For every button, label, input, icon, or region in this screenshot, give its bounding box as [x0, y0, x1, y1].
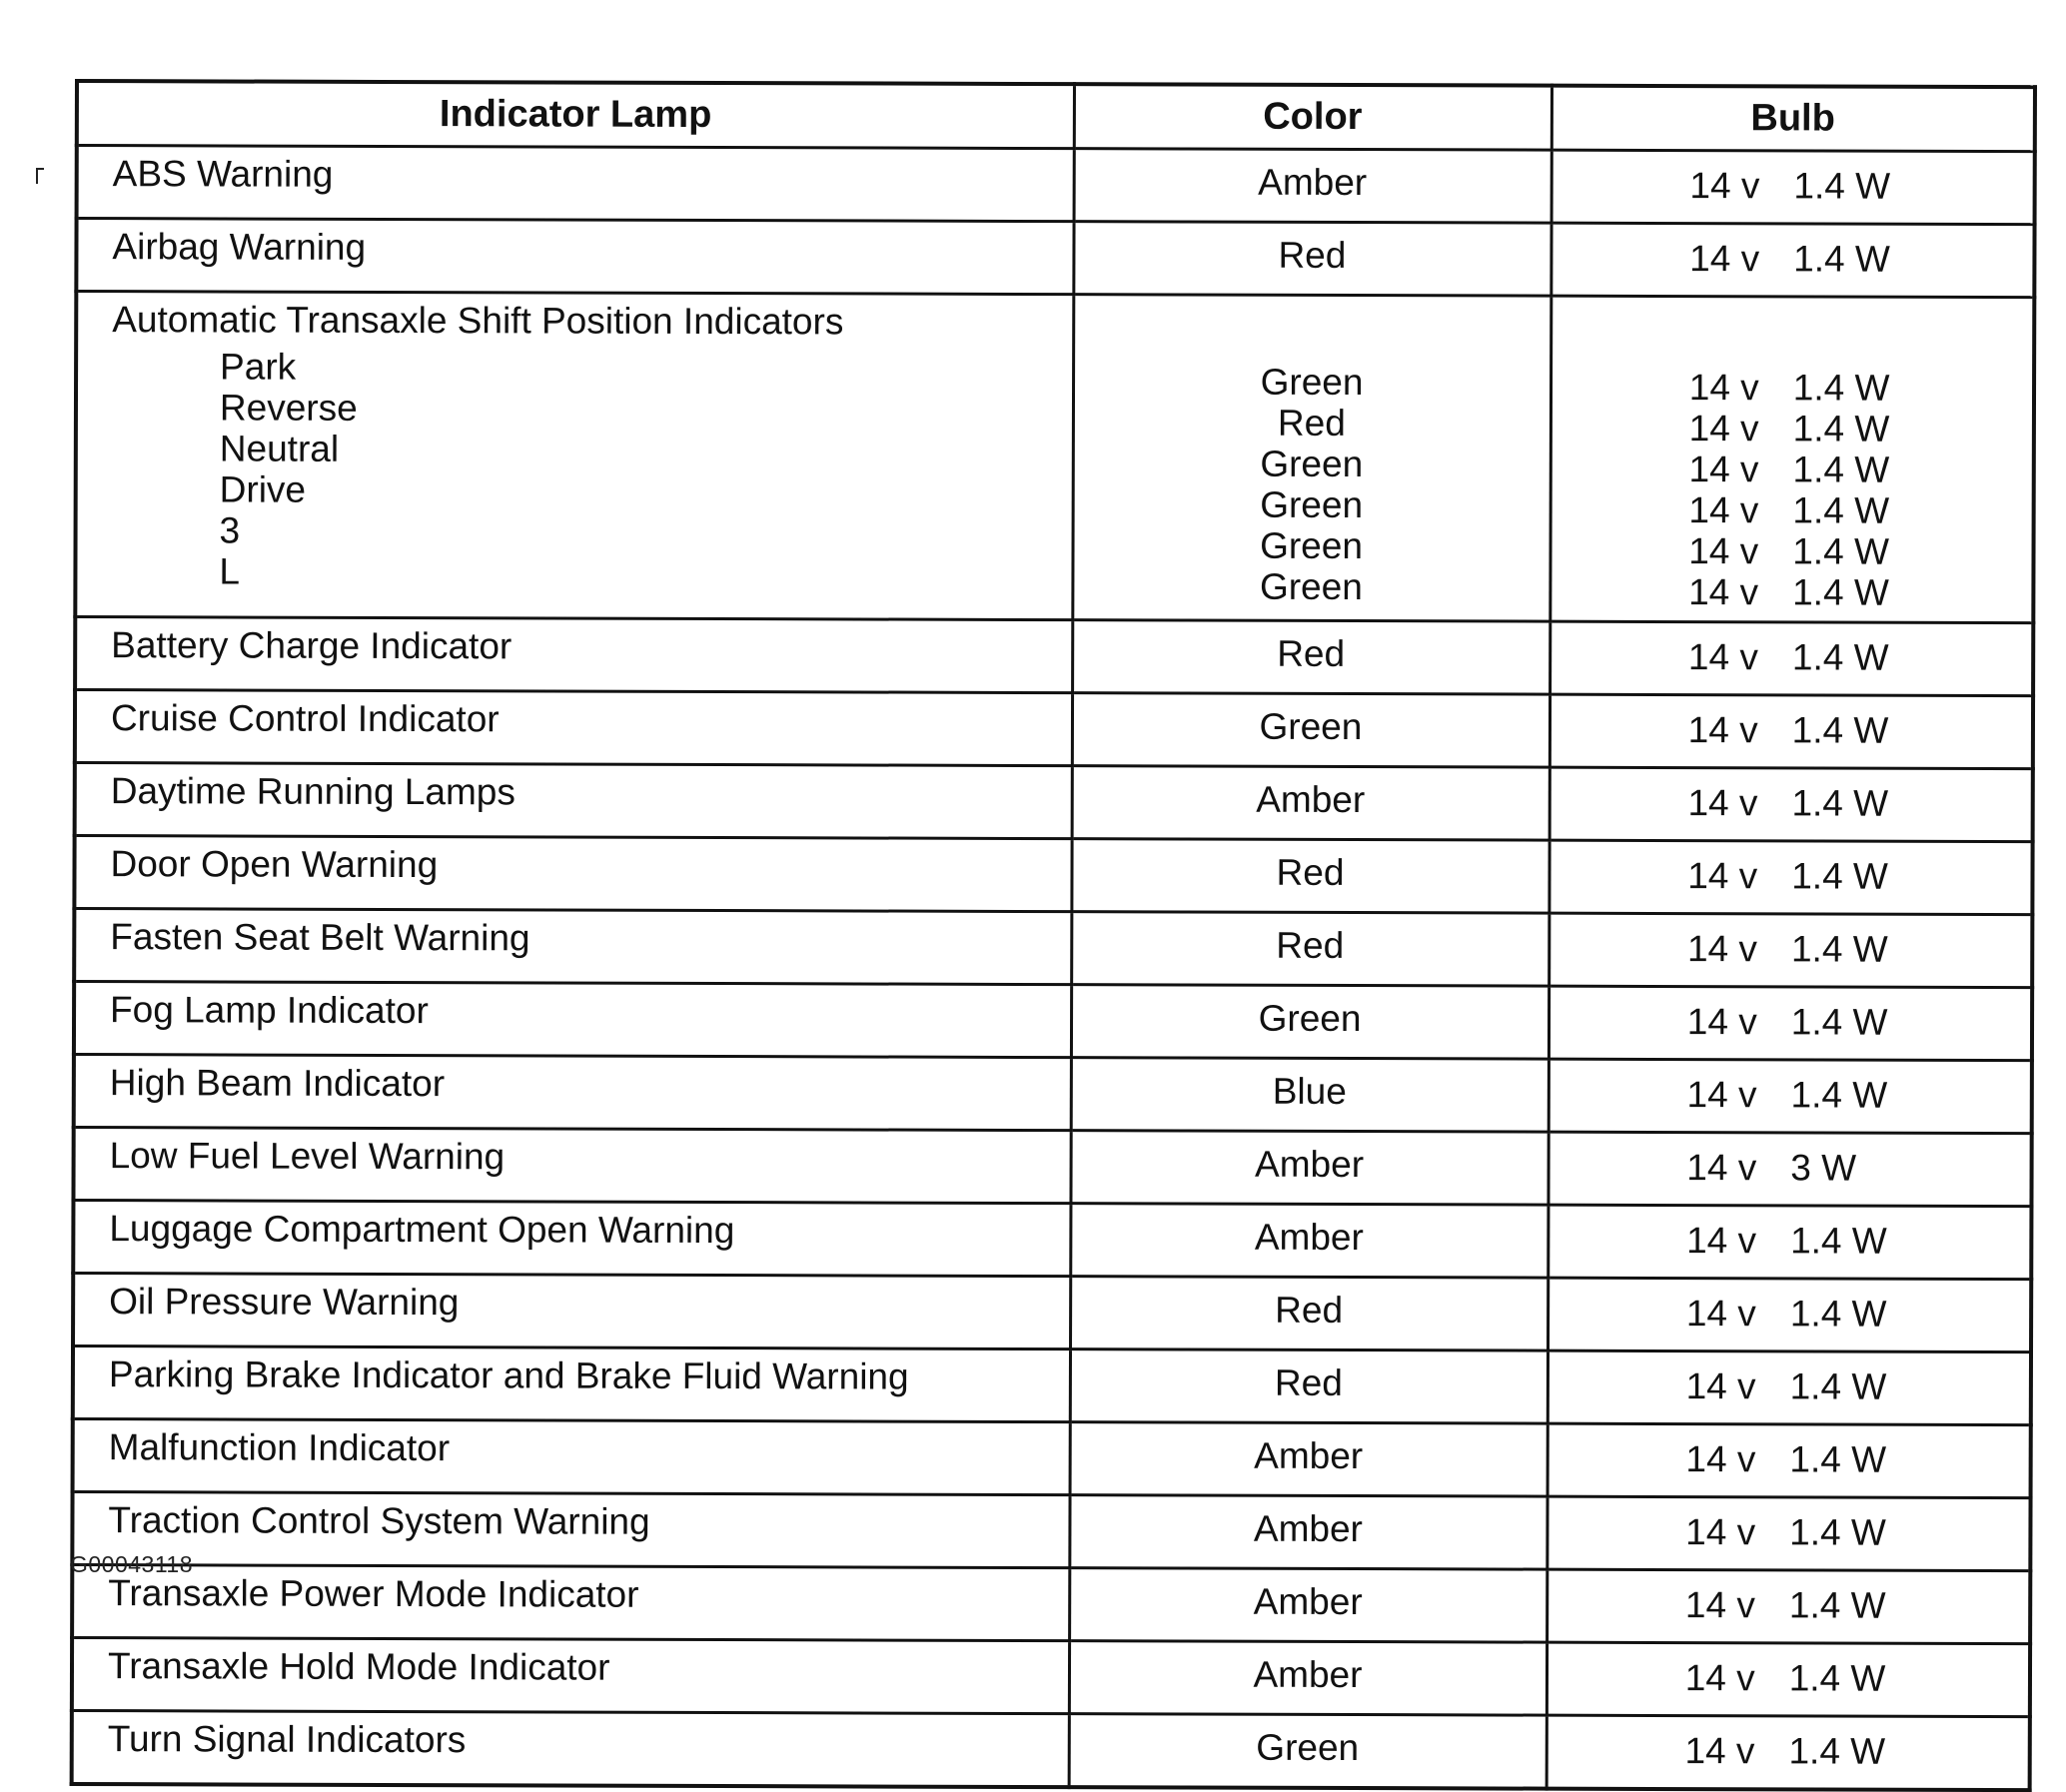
- bulb-rating: [1549, 913, 2032, 988]
- lamp-name: Low Fuel Level Warning: [73, 1128, 1070, 1204]
- table-row: [72, 1637, 2030, 1716]
- lamp-name: Luggage Compartment Open Warning: [73, 1201, 1070, 1277]
- shift-position-list: [111, 340, 1071, 594]
- bulb-voltage: 14 v: [1688, 448, 1759, 490]
- lamp-color: Red: [1071, 912, 1549, 987]
- lamp-name: Fog Lamp Indicator: [74, 982, 1071, 1058]
- bulb-rating: [1549, 986, 2032, 1061]
- lamp-name: High Beam Indicator: [74, 1055, 1071, 1131]
- bulb-wattage: 1.4 W: [1791, 709, 1889, 751]
- lamp-color: Red: [1070, 1277, 1548, 1351]
- table-row: [74, 909, 2032, 988]
- bulb-wattage: 1.4 W: [1792, 448, 1890, 490]
- bulb-voltage: 14 v: [1684, 1657, 1755, 1699]
- bulb-rating: [1549, 840, 2032, 915]
- lamp-color: Green: [1069, 1714, 1547, 1789]
- bulb-voltage: 14 v: [1687, 709, 1758, 751]
- bulb-wattage: 1.4 W: [1790, 1220, 1887, 1262]
- bulb-rating: [1551, 150, 2035, 225]
- lamp-color: Green: [1260, 443, 1364, 485]
- bulb-voltage: 14 v: [1688, 367, 1759, 409]
- table-row: [75, 617, 2033, 696]
- table-row: [73, 1128, 2031, 1207]
- bulb-wattage: 1.4 W: [1791, 782, 1889, 824]
- bulb-voltage: 14 v: [1688, 489, 1759, 531]
- group-colors: [1072, 295, 1550, 622]
- lamp-color: Red: [1072, 620, 1550, 695]
- header-color: Color: [1074, 84, 1551, 150]
- bulb-wattage: 1.4 W: [1789, 1438, 1887, 1480]
- header-bulb: Bulb: [1551, 86, 2035, 152]
- indicator-lamp-table: [70, 79, 2037, 1792]
- shift-position-item: Park: [220, 346, 297, 388]
- table-row: [73, 1418, 2031, 1497]
- lamp-color: Green: [1260, 361, 1364, 404]
- bulb-wattage: 1.4 W: [1792, 367, 1890, 409]
- shift-position-item: L: [219, 550, 241, 592]
- lamp-color: Amber: [1070, 1422, 1548, 1497]
- bulb-rating: [1548, 1132, 2031, 1207]
- bulb-voltage: 14 v: [1685, 1438, 1756, 1480]
- bulb-rating: [1548, 1423, 2031, 1498]
- bulb-wattage: 1.4 W: [1788, 1584, 1886, 1626]
- lamp-color: Amber: [1072, 766, 1550, 841]
- bulb-wattage: 1.4 W: [1793, 238, 1890, 280]
- bulb-voltage: 14 v: [1687, 855, 1758, 897]
- bulb-voltage: 14 v: [1686, 928, 1758, 970]
- shift-position-item: 3: [219, 509, 241, 551]
- lamp-name: Battery Charge Indicator: [75, 617, 1072, 693]
- lamp-color: Red: [1070, 1349, 1548, 1424]
- indicator-lamp-table-wrap: [70, 79, 2033, 1792]
- bulb-rating: [1547, 1569, 2030, 1644]
- lamp-name: Daytime Running Lamps: [75, 763, 1072, 839]
- bulb-wattage: 1.4 W: [1792, 530, 1889, 572]
- bulb-voltage: 14 v: [1686, 1147, 1757, 1189]
- bulb-voltage: 14 v: [1686, 1220, 1757, 1262]
- bulb-voltage: 14 v: [1684, 1730, 1755, 1772]
- lamp-color: Amber: [1069, 1495, 1547, 1570]
- table-row: [74, 982, 2032, 1061]
- bulb-voltage: 14 v: [1685, 1511, 1756, 1553]
- stray-mark: [36, 168, 44, 184]
- bulb-rating: [1550, 694, 2033, 769]
- lamp-color: Green: [1259, 565, 1363, 608]
- lamp-color: Green: [1260, 483, 1364, 526]
- bulb-wattage: 1.4 W: [1790, 928, 1888, 970]
- bulb-voltage: 14 v: [1686, 1074, 1757, 1116]
- bulb-wattage: 1.4 W: [1792, 489, 1890, 531]
- lamp-name: Traction Control System Warning: [72, 1491, 1069, 1567]
- bulb-wattage: 1.4 W: [1791, 855, 1888, 897]
- bulb-wattage: 1.4 W: [1788, 1730, 1886, 1772]
- table-row: [75, 763, 2033, 842]
- bulb-wattage: 1.4 W: [1789, 1293, 1887, 1335]
- bulb-wattage: 1.4 W: [1790, 1001, 1888, 1043]
- bulb-rating: [1548, 1278, 2031, 1352]
- bulb-rating: [1547, 1642, 2030, 1717]
- bulb-rating: [1548, 1350, 2031, 1425]
- lamp-name: Fasten Seat Belt Warning: [74, 909, 1071, 985]
- table-row: [76, 219, 2034, 298]
- lamp-color: Green: [1260, 524, 1364, 567]
- lamp-color: Red: [1277, 402, 1346, 444]
- table-row: [73, 1274, 2031, 1352]
- table-row: [77, 146, 2035, 225]
- bulb-voltage: 14 v: [1689, 238, 1760, 280]
- bulb-voltage: 14 v: [1688, 571, 1759, 613]
- table-row: [72, 1564, 2030, 1643]
- shift-position-item: Reverse: [219, 387, 358, 429]
- lamp-name: Turn Signal Indicators: [72, 1710, 1069, 1787]
- bulb-voltage: 14 v: [1685, 1293, 1756, 1335]
- lamp-color: Amber: [1069, 1568, 1547, 1643]
- lamp-name: Malfunction Indicator: [73, 1418, 1070, 1494]
- lamp-name: Parking Brake Indicator and Brake Fluid Warning: [73, 1346, 1070, 1422]
- bulb-voltage: 14 v: [1689, 165, 1760, 207]
- bulb-voltage: 14 v: [1684, 1584, 1755, 1626]
- bulb-voltage: 14 v: [1687, 636, 1758, 678]
- bulb-wattage: 3 W: [1790, 1147, 1857, 1189]
- bulb-rating: [1547, 1715, 2030, 1790]
- lamp-color: Green: [1071, 985, 1549, 1060]
- header-row: [77, 81, 2035, 152]
- header-indicator-lamp: Indicator Lamp: [77, 81, 1074, 149]
- bulb-wattage: 1.4 W: [1792, 408, 1890, 449]
- table-row-shift-indicators: [75, 292, 2034, 623]
- bulb-rating: [1549, 1059, 2032, 1134]
- lamp-color: Red: [1073, 222, 1550, 297]
- bulb-wattage: 1.4 W: [1791, 636, 1889, 678]
- lamp-name: Transaxle Hold Mode Indicator: [72, 1637, 1069, 1713]
- bulb-wattage: 1.4 W: [1789, 1365, 1887, 1407]
- table-row: [72, 1491, 2030, 1570]
- bulb-wattage: 1.4 W: [1793, 165, 1891, 207]
- shift-position-item: Neutral: [219, 428, 340, 469]
- bulb-wattage: 1.4 W: [1790, 1074, 1888, 1116]
- figure-id: G00043118: [70, 1551, 194, 1577]
- lamp-color: Green: [1072, 693, 1550, 768]
- lamp-name: Cruise Control Indicator: [75, 690, 1072, 766]
- table-row: [75, 690, 2033, 769]
- bulb-wattage: 1.4 W: [1792, 571, 1889, 613]
- bulb-rating: [1548, 1205, 2031, 1280]
- shift-position-item: Drive: [219, 468, 307, 510]
- lamp-name: Transaxle Power Mode Indicator: [72, 1564, 1069, 1640]
- lamp-name: Oil Pressure Warning: [73, 1274, 1070, 1349]
- table-row: [74, 836, 2032, 915]
- table-row: [74, 1055, 2032, 1134]
- lamp-group: [75, 292, 1073, 620]
- bulb-rating: [1550, 621, 2033, 696]
- bulb-wattage: 1.4 W: [1789, 1511, 1886, 1553]
- lamp-name: ABS Warning: [77, 146, 1074, 222]
- lamp-color: Amber: [1074, 149, 1551, 224]
- bulb-voltage: 14 v: [1687, 782, 1758, 824]
- bulb-rating: [1550, 223, 2034, 298]
- lamp-color: Blue: [1071, 1058, 1549, 1133]
- bulb-wattage: 1.4 W: [1788, 1657, 1886, 1699]
- lamp-group-title: Automatic Transaxle Shift Position Indicators: [112, 299, 844, 343]
- table-row: [73, 1346, 2031, 1425]
- bulb-rating: [1550, 767, 2033, 842]
- lamp-color: Amber: [1070, 1204, 1548, 1279]
- lamp-color: Red: [1071, 839, 1549, 914]
- table-row: [72, 1710, 2030, 1790]
- group-bulbs: [1550, 296, 2034, 623]
- lamp-name: Door Open Warning: [74, 836, 1071, 912]
- bulb-voltage: 14 v: [1688, 408, 1759, 449]
- lamp-color: Amber: [1070, 1131, 1548, 1206]
- bulb-voltage: 14 v: [1685, 1365, 1756, 1407]
- lamp-color: Amber: [1069, 1641, 1547, 1716]
- bulb-rating: [1547, 1496, 2030, 1571]
- bulb-voltage: 14 v: [1688, 530, 1759, 572]
- lamp-name: Airbag Warning: [76, 219, 1073, 295]
- bulb-voltage: 14 v: [1686, 1001, 1757, 1043]
- table-row: [73, 1201, 2031, 1280]
